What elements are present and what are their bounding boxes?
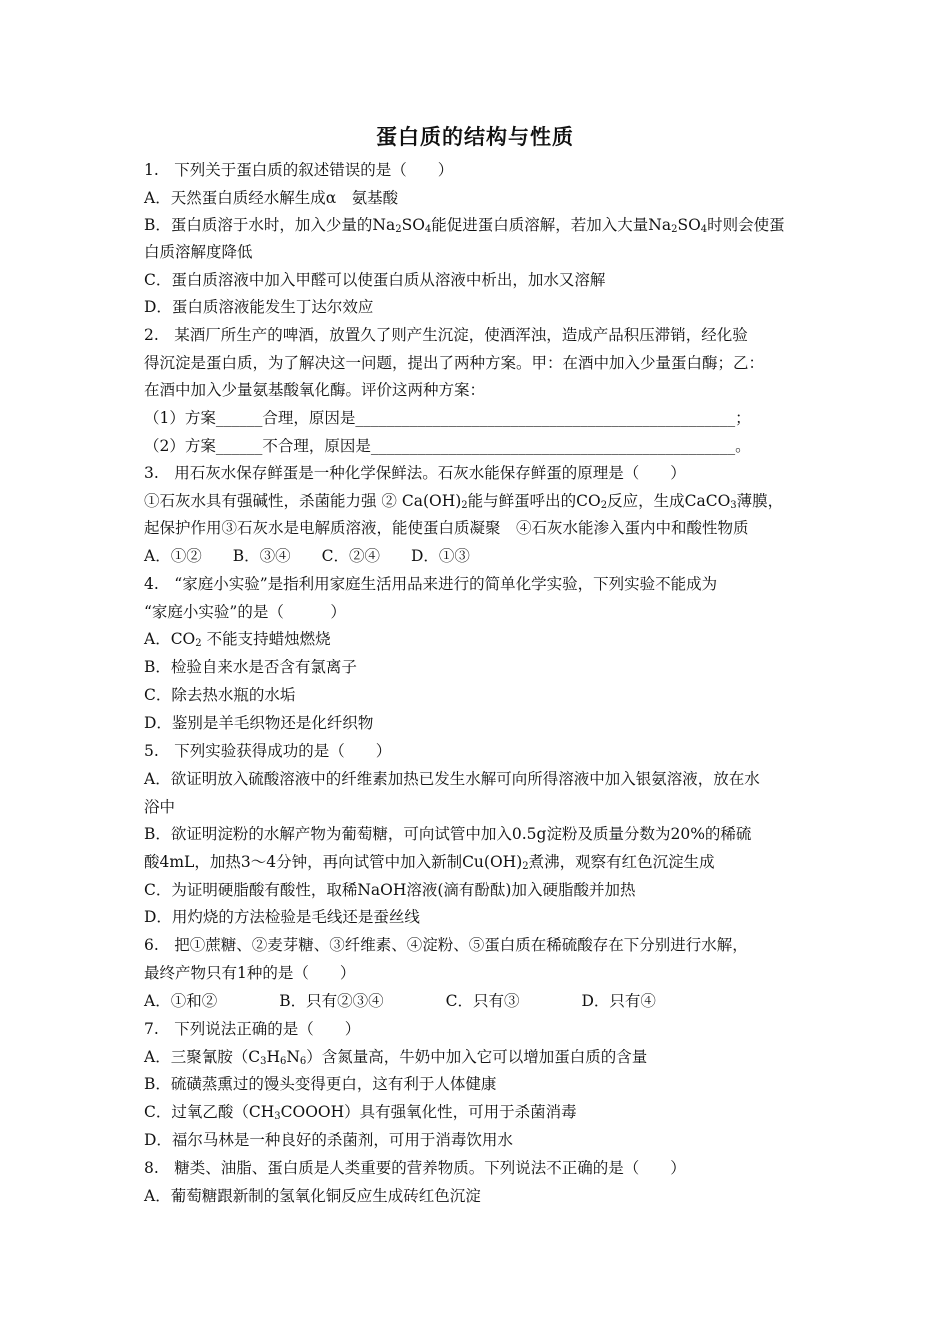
q5-option-c: C．为证明硬脂酸有酸性，取稀NaOH溶液(滴有酚酞)加入硬脂酸并加热: [144, 881, 636, 899]
q5-option-d: D．用灼烧的方法检验是毛线还是蚕丝线: [144, 908, 420, 926]
q3-options: A．①② B．③④ C．②④ D．①③: [144, 547, 470, 565]
q4-line1: 4. “家庭小实验”是指利用家庭生活用品来进行的简单化学实验，下列实验不能成为: [144, 575, 718, 593]
q1-option-b-line2: 白质溶解度降低: [144, 243, 253, 261]
q4-option-b: B．检验自来水是否含有氯离子: [144, 658, 357, 676]
q1-option-d: D．蛋白质溶液能发生丁达尔效应: [144, 298, 374, 316]
q2-part1: （1）方案______合理，原因是_________________________________________________；: [144, 409, 751, 427]
q6-line2: 最终产物只有1种的是（ ）: [144, 964, 356, 982]
q4-option-d: D．鉴别是羊毛织物还是化纤织物: [144, 714, 374, 732]
q2-line3: 在酒中加入少量氨基酸氧化酶。评价这两种方案：: [144, 381, 486, 399]
q5-option-b-line1: B．欲证明淀粉的水解产物为葡萄糖，可向试管中加入0.5g淀粉及质量分数为20%的稀硫: [144, 825, 752, 843]
q1-option-c: C．蛋白质溶液中加入甲醛可以使蛋白质从溶液中析出，加水又溶解: [144, 271, 606, 289]
q1-option-a: A．天然蛋白质经水解生成α 氨基酸: [144, 189, 399, 207]
q6-line1: 6. 把①蔗糖、②麦芽糖、③纤维素、④淀粉、⑤蛋白质在稀硫酸存在下分别进行水解，: [144, 936, 748, 954]
q4-option-a: A．$CO_2$ 不能支持蜡烛燃烧: [144, 630, 331, 649]
q4-line2: “家庭小实验”的是（ ）: [144, 603, 346, 621]
q7-option-c: C．过氧乙酸$(CH_3COOOH)$具有强氧化性，可用于杀菌消毒: [144, 1103, 577, 1122]
q8-option-a: A．葡萄糖跟新制的氢氧化铜反应生成砖红色沉淀: [144, 1187, 481, 1205]
q2-line2: 得沉淀是蛋白质，为了解决这一问题，提出了两种方案。甲：在酒中加入少量蛋白酶；乙：: [144, 354, 765, 372]
q4-option-c: C．除去热水瓶的水垢: [144, 686, 296, 704]
q7-option-b: B．硫磺蒸熏过的馒头变得更白，这有利于人体健康: [144, 1075, 497, 1093]
q5-option-a-line2: 浴中: [144, 798, 176, 816]
q2-part2: （2）方案______不合理，原因是_______________________________________________。: [144, 437, 751, 455]
page-title: 蛋白质的结构与性质: [376, 125, 574, 149]
q5-option-a-line1: A．欲证明放入硫酸溶液中的纤维素加热已发生水解可向所得溶液中加入银氨溶液，放在水: [144, 770, 760, 788]
q3-statements-line2: 起保护作用③石灰水是电解质溶液，能使蛋白质凝聚 ④石灰水能渗入蛋内中和酸性物质: [144, 519, 749, 537]
q1-option-b-line1: B．蛋白质溶于水时，加入少量的$Na_2SO_4$能促进蛋白质溶解，若加入大量$Na_2SO_4$时则会使蛋: [144, 216, 785, 235]
q7-stem: 7. 下列说法正确的是（ ）: [144, 1020, 361, 1038]
q3-stem: 3. 用石灰水保存鲜蛋是一种化学保鲜法。石灰水能保存鲜蛋的原理是（ ）: [144, 464, 686, 482]
q3-statements-line1: ①石灰水具有强碱性，杀菌能力强 ② $Ca(OH)_2$能与鲜蛋呼出的$CO_2$反应，生成CaCO$_3$薄膜，: [144, 492, 784, 511]
q6-options: A．①和② B．只有②③④ C．只有③ D．只有④: [144, 992, 656, 1010]
q5-stem: 5. 下列实验获得成功的是（ ）: [144, 742, 392, 760]
q5-option-b-line2: 酸4mL，加热3～4分钟，再向试管中加入新制$Cu(OH)_2$煮沸，观察有红色沉淀生成: [144, 853, 715, 872]
q1-stem: 1. 下列关于蛋白质的叙述错误的是（ ）: [144, 161, 454, 179]
q7-option-a: A．三聚氰胺$(C_3H_6N_6)$含氮量高，牛奶中加入它可以增加蛋白质的含量: [144, 1048, 648, 1067]
q7-option-d: D．福尔马林是一种良好的杀菌剂，可用于消毒饮用水: [144, 1131, 513, 1149]
q8-stem: 8. 糖类、油脂、蛋白质是人类重要的营养物质。下列说法不正确的是（ ）: [144, 1159, 686, 1177]
q2-line1: 2. 某酒厂所生产的啤酒，放置久了则产生沉淀，使酒浑浊，造成产品积压滞销，经化验: [144, 326, 748, 344]
